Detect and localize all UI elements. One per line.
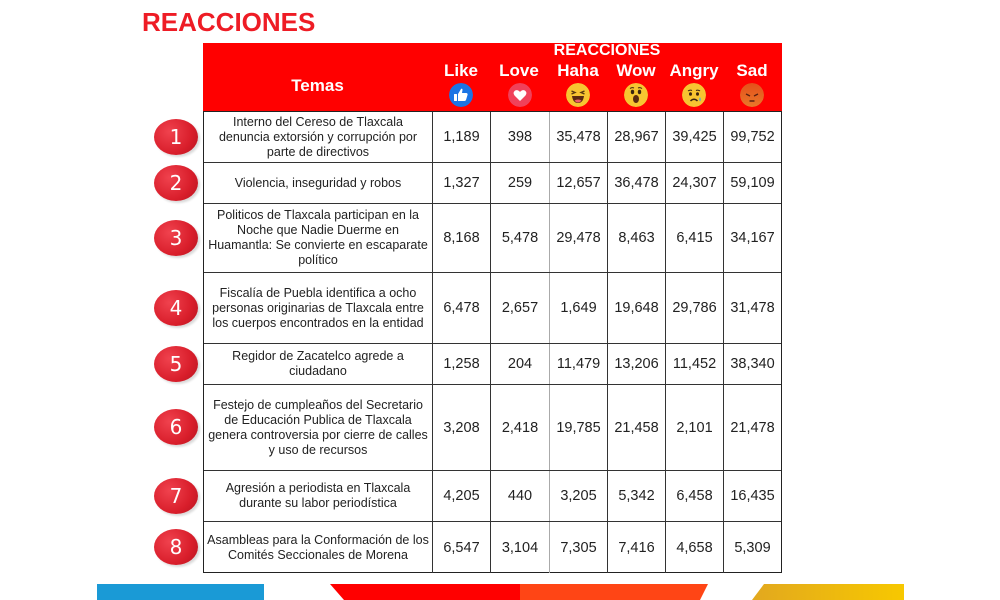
value-cell-like: 1,189 (433, 112, 491, 162)
angry-face-icon (740, 83, 764, 107)
value-cell-angry: 24,307 (666, 163, 724, 203)
header-love: Love (499, 61, 539, 80)
table-row (204, 385, 781, 471)
header-temas: Temas (291, 76, 344, 95)
row-number-badge: 1 (154, 119, 198, 155)
topic-cell: Interno del Cereso de Tlaxcala denuncia extorsión y corrupción por parte de directivos (204, 112, 433, 162)
footer-bar-yellow (752, 584, 904, 600)
header-wow: Wow (616, 61, 656, 80)
value-cell-haha: 12,657 (550, 163, 608, 203)
value-cell-wow: 28,967 (608, 112, 666, 162)
value-cell-wow: 13,206 (608, 344, 666, 384)
value-cell-like: 4,205 (433, 471, 491, 521)
value-cell-love: 204 (491, 344, 550, 384)
header-haha: Haha (557, 61, 599, 80)
value-cell-wow: 21,458 (608, 385, 666, 470)
value-cell-like: 1,258 (433, 344, 491, 384)
value-cell-wow: 19,648 (608, 273, 666, 343)
value-cell-wow: 7,416 (608, 522, 666, 573)
value-cell-haha: 29,478 (550, 204, 608, 272)
value-cell-haha: 19,785 (550, 385, 608, 470)
value-cell-love: 259 (491, 163, 550, 203)
value-cell-like: 6,478 (433, 273, 491, 343)
topic-cell: Asambleas para la Conformación de los Comités Seccionales de Morena (204, 522, 433, 573)
row-number-badge: 6 (154, 409, 198, 445)
value-cell-haha: 11,479 (550, 344, 608, 384)
value-cell-love: 398 (491, 112, 550, 162)
reactions-table (203, 111, 782, 573)
haha-icon (566, 83, 590, 107)
value-cell-wow: 8,463 (608, 204, 666, 272)
value-cell-like: 6,547 (433, 522, 491, 573)
value-cell-sad: 38,340 (730, 356, 775, 372)
value-cell-like: 1,327 (433, 163, 491, 203)
row-number-badge: 3 (154, 220, 198, 256)
value-cell-sad: 99,752 (730, 129, 775, 145)
love-icon (508, 83, 532, 107)
footer-bar-red-orange (330, 584, 710, 600)
value-cell-angry: 6,458 (666, 471, 724, 521)
row-number-badge: 4 (154, 290, 198, 326)
page-title: REACCIONES (142, 7, 316, 37)
row-number-badge: 2 (154, 165, 198, 201)
header-angry: Angry (669, 61, 719, 80)
table-row (204, 163, 781, 204)
footer-bar-blue (97, 584, 264, 600)
value-cell-haha: 1,649 (550, 273, 608, 343)
table-row (204, 112, 781, 163)
topic-cell: Agresión a periodista en Tlaxcala durante su labor periodística (204, 471, 433, 521)
value-cell-angry: 11,452 (666, 344, 724, 384)
value-cell-love: 2,657 (491, 273, 550, 343)
value-cell-like: 8,168 (433, 204, 491, 272)
value-cell-like: 3,208 (433, 385, 491, 470)
header-like: Like (443, 61, 479, 80)
header-reacciones-group: REACCIONES (553, 42, 661, 59)
value-cell-love: 440 (491, 471, 550, 521)
value-cell-angry: 4,658 (666, 522, 724, 573)
topic-cell: Regidor de Zacatelco agrede a ciudadano (204, 344, 433, 384)
table-row (204, 273, 781, 344)
row-number-badge: 7 (154, 478, 198, 514)
value-cell-haha: 3,205 (550, 471, 608, 521)
value-cell-sad: 59,109 (730, 175, 775, 191)
value-cell-love: 5,478 (491, 204, 550, 272)
value-cell-sad: 16,435 (730, 488, 775, 504)
value-cell-angry: 39,425 (666, 112, 724, 162)
value-cell-love: 2,418 (491, 385, 550, 470)
value-cell-angry: 2,101 (666, 385, 724, 470)
like-icon (449, 83, 473, 107)
topic-cell: Festejo de cumpleaños del Secretario de Educación Publica de Tlaxcala genera controversia por cierre de calles y uso de recursos (204, 385, 433, 470)
row-number-badge: 8 (154, 529, 198, 565)
topic-cell: Violencia, inseguridad y robos (204, 163, 433, 203)
value-cell-wow: 36,478 (608, 163, 666, 203)
value-cell-haha: 7,305 (550, 522, 608, 573)
value-cell-wow: 5,342 (608, 471, 666, 521)
table-row (204, 344, 781, 385)
topic-cell: Fiscalía de Puebla identifica a ocho personas originarias de Tlaxcala entre los cuerpos encontrados en la entidad (204, 273, 433, 343)
value-cell-angry: 29,786 (666, 273, 724, 343)
value-cell-sad: 34,167 (730, 230, 775, 246)
value-cell-love: 3,104 (491, 522, 550, 573)
wow-icon (624, 83, 648, 107)
value-cell-sad: 21,478 (730, 419, 775, 436)
value-cell-sad: 31,478 (730, 300, 775, 316)
table-row (204, 471, 781, 522)
value-cell-haha: 35,478 (550, 112, 608, 162)
value-cell-sad: 5,309 (734, 539, 771, 556)
header-sad: Sad (736, 61, 768, 80)
table-header (203, 43, 782, 111)
value-cell-angry: 6,415 (666, 204, 724, 272)
table-row (204, 522, 781, 573)
row-number-badge: 5 (154, 346, 198, 382)
table-row (204, 204, 781, 273)
topic-cell: Politicos de Tlaxcala participan en la Noche que Nadie Duerme en Huamantla: Se convierte en escaparate político (204, 204, 433, 272)
sad-face-icon (682, 83, 706, 107)
